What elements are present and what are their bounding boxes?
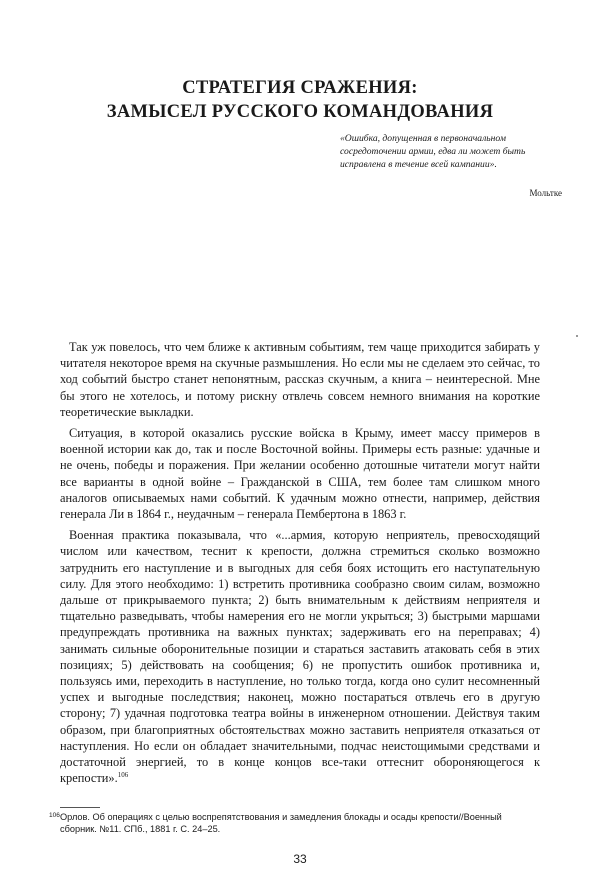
paragraph-1: Так уж повелось, что чем ближе к активным событиям, тем чаще приходится забирать у читателя некоторое время на скучные размышления. Но если мы не сделаем это сейчас, то ход событий быстро станет непонятным, рассказ скучным, а книга – неинтересной. Мне бы этого не хотелось, и потому рискну отвлечь совсем немного внимания на короткие теоретические выкладки. <box>60 340 540 419</box>
chapter-title-line-1: СТРАТЕГИЯ СРАЖЕНИЯ: <box>182 78 418 98</box>
footnote-divider <box>60 807 100 808</box>
scan-speck <box>576 335 578 337</box>
paragraph-3-text: Военная практика показывала, что «...армия, которую неприятель, превосходящий числом или качеством, теснит к крепости, должна стремиться сколько возможно затруднить его наступление и в выгодных для себя боях истощить его наступательную силу. Для этого необходимо: 1) встретить противника сообразно своим силам, возможно дальше от прикрываемого пункта; 2) быть внимательным к действиям неприятеля и тщательно разведывать, чтобы намерения его не могли укрыться; 3) быстрыми маршами предупреждать противника на важных пунктах; задерживать его на переправах; 4) занимать сильные оборонительные позиции и стараться заставить атаковать себя в этих позициях; 5) действовать на сообщения; 6) не пропустить ошибок противника и, пользуясь ими, переходить в наступление, но только тогда, когда оно сулит несомненный успех и выгодные последствия; наконец, можно постараться отвлечь его в другую сторону; 7) удачная подготовка театра войны в инженерном отношении. Действуя таким образом, при благоприятных обстоятельствах можно заставить неприятеля отказаться от наступления. Но если он обладает значительными, подчас неистощимыми средствами и достаточной энергией, то в конце концов все-таки оттеснит обороняющегося к крепости». <box>60 528 540 786</box>
footnote-text: Орлов. Об операциях с целью воспрепятствования и замедления блокады и осады крепости//Военный сборник. №11. СПб., 1881 г. С. 24–25. <box>60 812 502 834</box>
footnote-reference[interactable]: 106 <box>117 771 129 780</box>
footnote-number: 106 <box>49 812 60 819</box>
epigraph-quote: «Ошибка, допущенная в первоначальном сосредоточении армии, едва ли может быть исправлена в течение всей кампании». <box>340 133 526 170</box>
page-number: 33 <box>293 852 307 866</box>
chapter-title <box>0 76 600 124</box>
epigraph-author: Мольтке <box>529 188 562 198</box>
paragraph-2: Ситуация, в которой оказались русские войска в Крыму, имеет массу примеров в военной истории как до, так и после Восточной войны. Примеры есть разные: удачные и не очень, победы и поражения. При желании особенно дотошные читатели могут найти все варианты в одной войне – Гражданской в США, тем более там слишком много аналогов описываемых нами событий. К удачным можно отнести, например, действия генерала Ли в 1864 г., неудачным – генерала Пембертона в 1863 г. <box>60 426 540 522</box>
body-text <box>60 339 540 791</box>
footnote <box>49 811 530 835</box>
paragraph-3 <box>60 527 540 786</box>
chapter-title-line-2: ЗАМЫСЕЛ РУССКОГО КОМАНДОВАНИЯ <box>106 102 494 122</box>
